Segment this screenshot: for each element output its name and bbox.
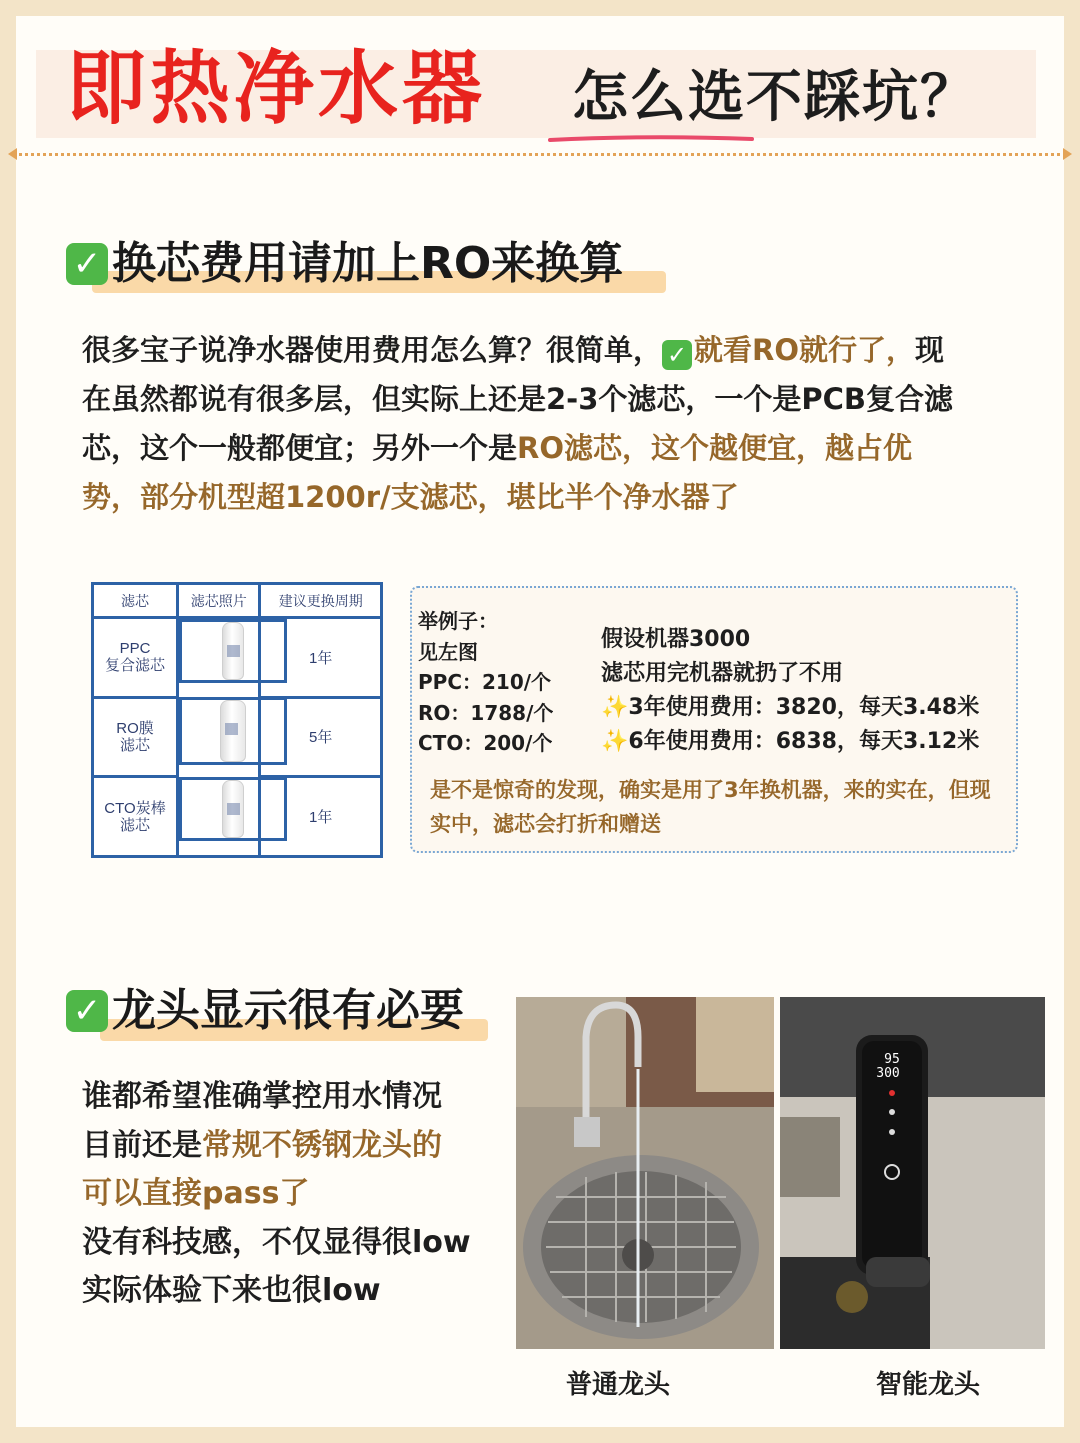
filter-name-line2: 滤芯 (119, 816, 150, 834)
para-text-2: 现在虽然都说有很多层，但实际上还是2-3个滤芯，一个是PCB复合滤芯，这个一般都便宜；另外一个是 (82, 333, 954, 465)
example-line (601, 691, 979, 725)
check-icon: ✓ (662, 340, 692, 370)
para2-line: 实际体验下来也很low (82, 1273, 381, 1308)
page-title: 即热净水器 (66, 42, 486, 135)
example-note: 是不是惊奇的发现，确实是用了3年换机器，来的实在，但现实中，滤芯会打折和赠送 (430, 778, 991, 836)
example-calculation (601, 623, 979, 759)
filter-table (91, 582, 383, 858)
filter-photo-cell (179, 619, 287, 683)
page-subtitle: 怎么选不踩坑？ (572, 65, 978, 130)
para2-text: 目前还是 (82, 1127, 202, 1163)
example-line: RO：1788/个 (418, 700, 554, 725)
example-line: 见左图 (418, 639, 478, 664)
filter-name-line1: RO膜 (116, 719, 154, 737)
check-icon: ✓ (66, 243, 108, 285)
para2-line: 可以直接pass了 (82, 1176, 310, 1211)
filter-name-line2: 滤芯 (119, 736, 150, 754)
example-line: CTO：200/个 (418, 731, 553, 755)
filter-cartridge-image (222, 622, 244, 680)
sink-illustration (516, 997, 774, 1349)
table-header-row (93, 584, 382, 618)
para-highlight-1: 就看RO就行了， (694, 333, 915, 367)
section2-paragraph (82, 1073, 512, 1316)
table-header: 建议更换周期 (260, 584, 382, 618)
caption-regular-faucet: 普通龙头 (566, 1370, 671, 1400)
filter-period: 1年 (260, 618, 382, 698)
example-line: 滤芯用完机器就扔了不用 (601, 661, 844, 686)
para-highlight-2: RO滤芯，这个越便宜，越占优势，部分机型超1200r/支滤芯，堪比半个净水器了 (82, 431, 912, 514)
filter-name-line1: CTO炭棒 (104, 799, 166, 817)
filter-cartridge-image (220, 700, 246, 762)
example-line: 举例子： (418, 609, 498, 633)
filter-name-line2: 复合滤芯 (104, 657, 165, 675)
section1-paragraph (82, 326, 962, 522)
dotted-divider (14, 153, 1066, 156)
table-row (93, 777, 382, 857)
check-icon: ✓ (66, 990, 108, 1032)
sparkle-icon: ✨ (601, 729, 629, 754)
caption-smart-faucet: 智能龙头 (876, 1370, 981, 1400)
table-header: 滤芯照片 (178, 584, 260, 618)
example-line: 假设机器3000 (601, 627, 751, 652)
section2-heading: 龙头显示很有必要 (112, 985, 464, 1036)
cost-3-years: 3年使用费用：3820，每天3.48米 (628, 695, 980, 720)
faucet-display-temp: 95 (884, 1052, 900, 1067)
filter-period: 5年 (260, 697, 382, 777)
filter-photo-cell (179, 697, 287, 765)
section1-heading: 换芯费用请加上RO来换算 (112, 238, 624, 289)
example-price-list (418, 606, 553, 759)
example-line: PPC：210/个 (418, 670, 552, 694)
stainless-faucet-photo (516, 997, 774, 1349)
filter-name (93, 777, 178, 857)
filter-name (93, 697, 178, 777)
filter-name-line1: PPC (119, 640, 151, 658)
table-header: 滤芯 (93, 584, 178, 618)
title-underline (548, 134, 754, 144)
para2-line: 没有科技感，不仅显得很low (82, 1224, 471, 1260)
table-row (93, 697, 382, 777)
filter-cartridge-image (222, 780, 244, 838)
filter-name (93, 618, 178, 698)
smart-faucet-illustration (780, 997, 1045, 1349)
cost-6-years: 6年使用费用：6838，每天3.12米 (628, 729, 980, 754)
filter-photo-cell (179, 777, 287, 841)
faucet-display-volume: 300 (876, 1066, 900, 1081)
para2-line: 谁都希望准确掌控用水情况 (82, 1079, 442, 1114)
para2-highlight: 常规不锈钢龙头的 (202, 1127, 442, 1163)
divider-arrow-right (1063, 148, 1072, 160)
sparkle-icon: ✨ (601, 695, 629, 720)
example-line (601, 725, 979, 759)
table-row (93, 618, 382, 698)
filter-period: 1年 (260, 777, 382, 857)
para2-line (82, 1122, 512, 1171)
smart-faucet-photo (780, 997, 1045, 1349)
para-text-1: 很多宝子说净水器使用费用怎么算？很简单， (82, 333, 663, 367)
